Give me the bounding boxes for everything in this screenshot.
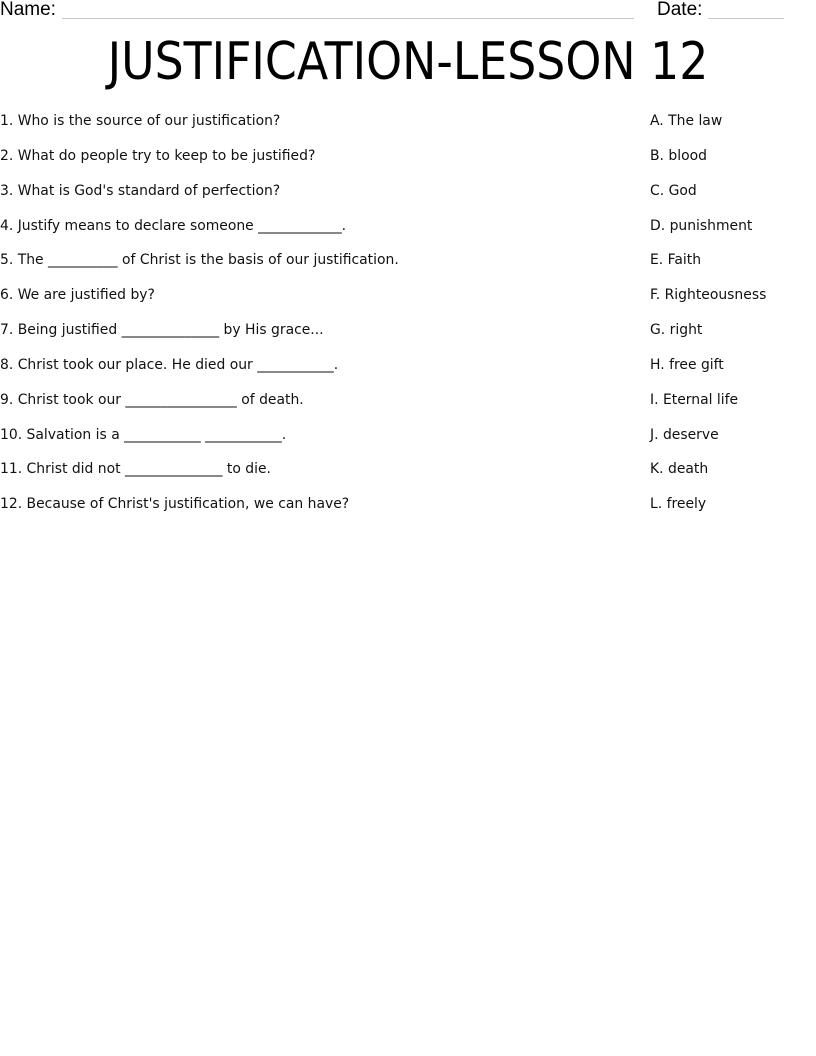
answer-item <box>650 494 816 529</box>
answer-text: G. right <box>650 322 703 339</box>
header-row <box>0 0 816 24</box>
name-field-line[interactable] <box>62 18 634 19</box>
question-text: 2. What do people try to keep to be justified? <box>0 147 316 164</box>
answer-text: C. God <box>650 182 697 199</box>
question-item <box>0 285 620 320</box>
question-item <box>0 425 620 460</box>
question-item <box>0 181 620 216</box>
answer-item <box>650 390 816 425</box>
question-text: 11. Christ did not ______________ to die. <box>0 461 271 478</box>
question-text: 5. The __________ of Christ is the basis of our justification. <box>0 252 399 269</box>
question-item <box>0 111 620 146</box>
answer-text: B. blood <box>650 147 707 164</box>
answer-text: L. freely <box>650 496 707 513</box>
answer-text: E. Faith <box>650 252 702 269</box>
question-item <box>0 494 620 529</box>
answer-text: K. death <box>650 461 709 478</box>
answer-item <box>650 285 816 320</box>
question-text: 7. Being justified ______________ by His grace... <box>0 322 324 339</box>
question-text: 4. Justify means to declare someone ____________. <box>0 217 347 234</box>
question-text: 12. Because of Christ's justification, we can have? <box>0 496 350 513</box>
date-field-line[interactable] <box>708 18 784 19</box>
question-text: 9. Christ took our ________________ of death. <box>0 391 304 408</box>
answer-item <box>650 181 816 216</box>
answer-item <box>650 425 816 460</box>
question-item <box>0 355 620 390</box>
worksheet-title: JUSTIFICATION-LESSON 12 <box>107 32 709 92</box>
name-label: Name: <box>0 0 56 20</box>
answer-item <box>650 250 816 285</box>
answer-item <box>650 216 816 251</box>
question-item <box>0 390 620 425</box>
question-item <box>0 320 620 355</box>
question-item <box>0 216 620 251</box>
question-text: 10. Salvation is a ___________ ___________. <box>0 426 287 443</box>
answer-item <box>650 146 816 181</box>
answer-text: J. deserve <box>650 426 719 443</box>
answer-text: D. punishment <box>650 217 753 234</box>
answer-item <box>650 111 816 146</box>
answer-item <box>650 459 816 494</box>
answer-text: A. The law <box>650 113 723 129</box>
answer-item <box>650 355 816 390</box>
date-label: Date: <box>657 0 703 20</box>
question-text: 6. We are justified by? <box>0 287 155 304</box>
answer-text: F. Righteousness <box>650 287 767 304</box>
answer-list <box>650 111 816 529</box>
question-item <box>0 146 620 181</box>
answer-text: H. free gift <box>650 356 724 373</box>
question-list <box>0 111 620 529</box>
question-text: 8. Christ took our place. He died our ___________. <box>0 356 339 373</box>
answer-text: I. Eternal life <box>650 391 739 408</box>
question-item <box>0 459 620 494</box>
answer-item <box>650 320 816 355</box>
question-text: 3. What is God's standard of perfection? <box>0 182 281 199</box>
question-text: 1. Who is the source of our justification? <box>0 113 281 129</box>
question-item <box>0 250 620 285</box>
